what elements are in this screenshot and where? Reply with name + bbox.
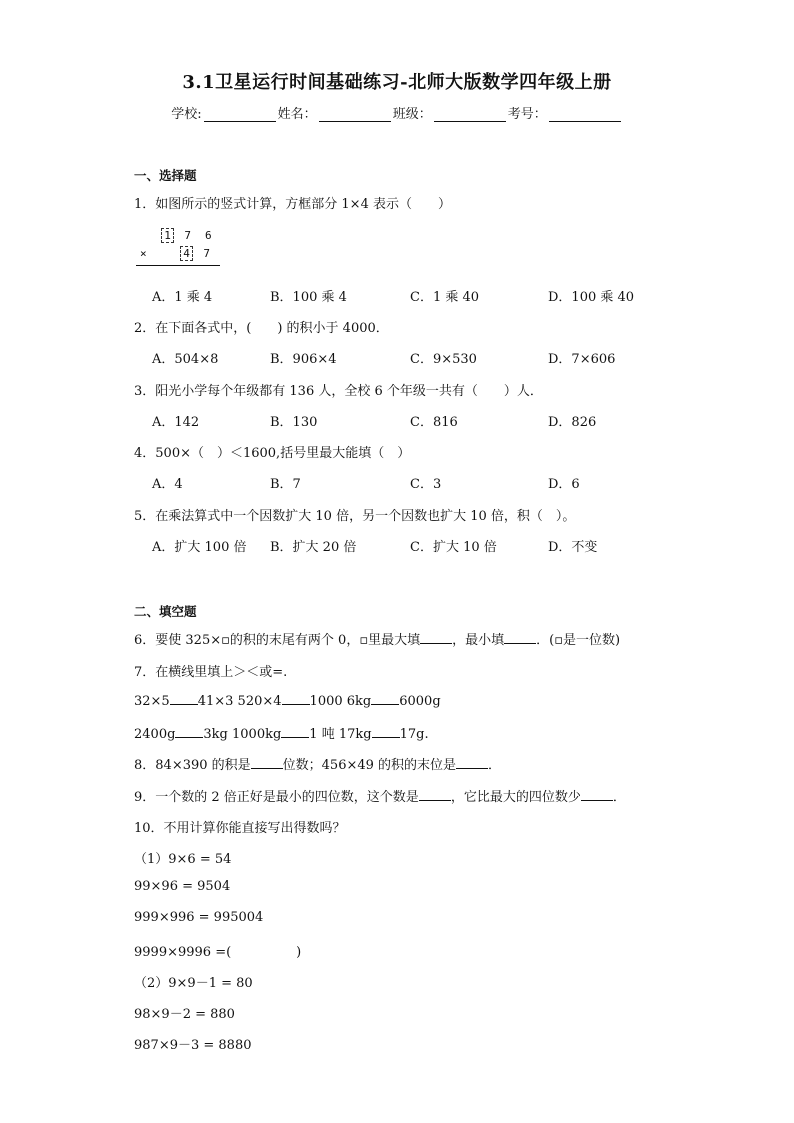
q7-text: 17g. — [399, 727, 429, 742]
q7-text: 1000 6kg — [309, 694, 372, 709]
vertical-multiplication-figure — [136, 226, 222, 270]
name-blank[interactable] — [319, 107, 391, 122]
question-7-stem: 7．在横线里填上＞＜或=. — [134, 665, 288, 680]
q6-blank-max[interactable] — [420, 631, 452, 644]
q7-text: 3kg 1000kg — [203, 727, 282, 742]
q7-blank[interactable] — [170, 692, 198, 705]
q10-answer-line[interactable]: 9999×9996 =( ) — [134, 945, 302, 960]
q7-text: 2400g — [134, 727, 176, 742]
times-sign: × — [140, 247, 147, 260]
q7-blank[interactable] — [175, 725, 203, 738]
question-1-stem: 1．如图所示的竖式计算，方框部分 1×4 表示（ ） — [134, 197, 451, 212]
number-blank[interactable] — [549, 107, 621, 122]
figure-digit: 6 — [204, 229, 212, 242]
q2-option-d[interactable]: D．7×606 — [548, 352, 616, 367]
question-6 — [134, 629, 620, 648]
q8-text: ． — [488, 758, 502, 773]
q6-text: ．(▫是一位数) — [536, 633, 621, 648]
q5-option-c[interactable]: C．扩大 10 倍 — [410, 540, 497, 555]
page-title: 3.1卫星运行时间基础练习-北师大版数学四年级上册 — [182, 72, 612, 93]
q10-line: 987×9－3 = 8880 — [134, 1038, 252, 1053]
q7-blank[interactable] — [282, 692, 310, 705]
q5-option-a[interactable]: A．扩大 100 倍 — [152, 540, 247, 555]
dashed-box-digit: 1 — [161, 228, 174, 243]
q1-option-d[interactable]: D．100 乘 40 — [548, 290, 635, 305]
q1-option-a[interactable]: A．1 乘 4 — [152, 290, 213, 305]
q3-option-a[interactable]: A．142 — [152, 415, 200, 430]
name-label: 姓名： — [277, 107, 317, 122]
q6-blank-min[interactable] — [504, 631, 536, 644]
question-9 — [134, 786, 626, 805]
q3-option-b[interactable]: B．130 — [270, 415, 318, 430]
q10-line: 99×96 = 9504 — [134, 879, 231, 894]
q9-text: ，它比最大的四位数少 — [450, 790, 581, 805]
q5-option-b[interactable]: B．扩大 20 倍 — [270, 540, 357, 555]
q7-text: 1 吨 17kg — [309, 727, 372, 742]
q2-option-c[interactable]: C．9×530 — [410, 352, 477, 367]
q2-option-b[interactable]: B．906×4 — [270, 352, 337, 367]
q7-text: 6000g — [399, 694, 441, 709]
student-info-line — [0, 103, 794, 122]
figure-digit: 7 — [184, 229, 191, 242]
q7-blank[interactable] — [371, 692, 399, 705]
question-3-stem: 3．阳光小学每个年级都有 136 人，全校 6 个年级一共有（ ）人． — [134, 384, 543, 399]
question-7-row-2 — [134, 723, 429, 742]
figure-digit: 7 — [203, 247, 210, 260]
section-heading-fill: 二、填空题 — [134, 604, 197, 619]
q4-option-d[interactable]: D．6 — [548, 477, 580, 492]
question-10-stem: 10．不用计算你能直接写出得数吗？ — [134, 821, 346, 836]
q8-text: 位数；456×49 的积的末位是 — [282, 758, 457, 773]
q8-text: 8．84×390 的积是 — [134, 758, 251, 773]
q7-text: 41×3 520×4 — [197, 694, 282, 709]
q9-blank-number[interactable] — [419, 788, 451, 801]
dashed-box-digit: 4 — [180, 246, 193, 261]
q7-blank[interactable] — [281, 725, 309, 738]
q2-option-a[interactable]: A．504×8 — [152, 352, 219, 367]
school-blank[interactable] — [204, 107, 276, 122]
q4-option-a[interactable]: A．4 — [152, 477, 183, 492]
q4-option-c[interactable]: C．3 — [410, 477, 442, 492]
q8-blank-digits[interactable] — [251, 756, 283, 769]
q9-text: 9．一个数的 2 倍正好是最小的四位数，这个数是 — [134, 790, 419, 805]
q9-blank-difference[interactable] — [581, 788, 613, 801]
q8-blank-last-digit[interactable] — [456, 756, 488, 769]
q1-option-c[interactable]: C．1 乘 40 — [410, 290, 480, 305]
school-label: 学校: — [171, 107, 202, 122]
question-2-stem: 2．在下面各式中，( ) 的积小于 4000． — [134, 321, 389, 336]
q6-text: ，最小填 — [452, 633, 505, 648]
q3-option-d[interactable]: D．826 — [548, 415, 597, 430]
figure-rule-line — [136, 265, 220, 266]
q5-option-d[interactable]: D．不变 — [548, 540, 598, 555]
q7-blank[interactable] — [372, 725, 400, 738]
question-5-stem: 5．在乘法算式中一个因数扩大 10 倍，另一个因数也扩大 10 倍，积（ ）。 — [134, 509, 576, 524]
class-label: 班级： — [392, 107, 432, 122]
q6-text: 6．要使 325×▫的积的末尾有两个 0，▫里最大填 — [134, 633, 421, 648]
q10-line: 999×996 = 995004 — [134, 910, 264, 925]
q3-option-c[interactable]: C．816 — [410, 415, 458, 430]
section-heading-choice: 一、选择题 — [134, 168, 197, 183]
q7-text: 32×5 — [134, 694, 170, 709]
q1-option-b[interactable]: B．100 乘 4 — [270, 290, 347, 305]
question-7-row-1 — [134, 692, 441, 709]
question-8 — [134, 754, 501, 773]
q10-line: （2）9×9－1 = 80 — [134, 976, 253, 991]
class-blank[interactable] — [434, 107, 506, 122]
q9-text: ． — [612, 790, 626, 805]
q4-option-b[interactable]: B．7 — [270, 477, 301, 492]
q10-line: （1）9×6 = 54 — [134, 852, 232, 867]
q10-line: 98×9－2 = 880 — [134, 1007, 235, 1022]
number-label: 考号： — [507, 107, 547, 122]
question-4-stem: 4．500×（ ）＜1600,括号里最大能填（ ） — [134, 446, 411, 461]
